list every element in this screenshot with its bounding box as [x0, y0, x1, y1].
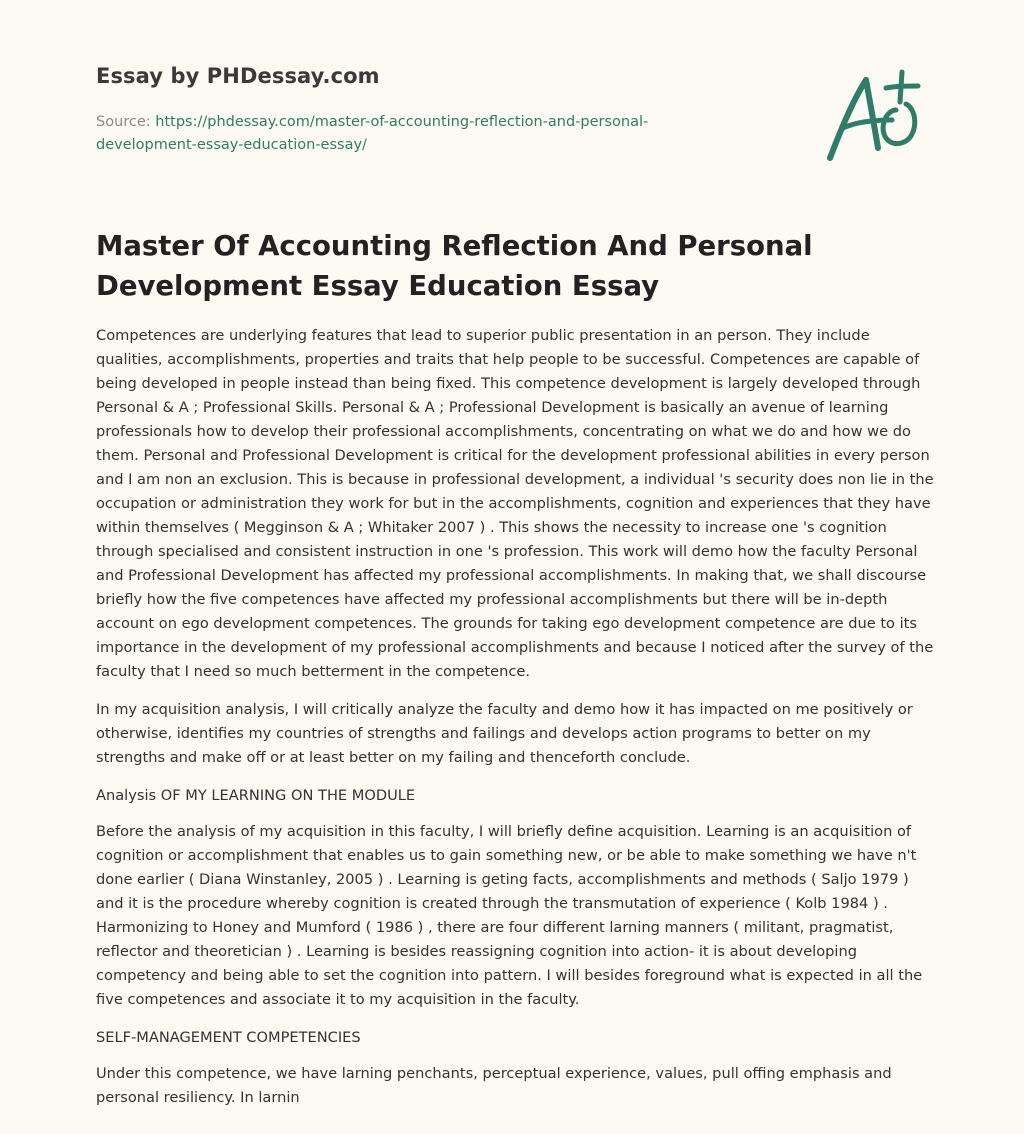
article-body: [96, 324, 936, 1124]
source-link-line-1: https://phdessay.com/master-of-accounting-reflection-and-personal-: [155, 114, 649, 130]
paragraph: Under this competence, we have larning penchants, perceptual experience, values, pull offing emphasis and personal resiliency. In larnin: [96, 1065, 892, 1106]
section-heading: SELF-MANAGEMENT COMPETENCIES: [96, 1029, 361, 1046]
source-link-line-2: development-essay-education-essay/: [96, 137, 367, 153]
page-title: Master Of Accounting Reflection And Personal Development Essay Education Essay: [96, 230, 813, 302]
paragraph: In my acquisition analysis, I will critically analyze the faculty and demo how it has impacted on me positively or otherwise, identifies my countries of strengths and failings and develops action programs to better on my strengths and make off or at least better on my failing and thenceforth conclude.: [96, 701, 913, 766]
paragraph: Competences are underlying features that lead to superior public presentation in an person. They include qualities, accomplishments, properties and traits that help people to be successful. Competences are capable of being developed in people instead than being fixed. This competence development is largely developed through Personal & A ; Professional Skills. Personal & A ; Professional Development is basically an avenue of learning professionals how to develop their professional accomplishments, concentrating on what we do and how we do them. Personal and Professional Development is critical for the development professional abilities in every person and I am non an exclusion. This is because in professional development, a individual 's security does non lie in the occupation or administration they work for but in the accomplishments, cognition and experiences that they have within themselves ( Megginson & A ; Whitaker 2007 ) . This shows the necessity to increase one 's cognition through specialised and consistent instruction in one 's profession. This work will demo how the faculty Personal and Professional Development has affected my professional accomplishments. In making that, we shall discourse briefly how the five competences have affected my professional accomplishments but there will be in-depth account on ego development competences. The grounds for taking ego development competence are due to its importance in the development of my professional accomplishments and because I noticed after the survey of the faculty that I need so much betterment in the competence.: [96, 327, 934, 680]
section-heading: Analysis OF MY LEARNING ON THE MODULE: [96, 787, 416, 804]
paragraph: Before the analysis of my acquisition in this faculty, I will briefly define acquisition. Learning is an acquisition of cognition or accomplishment that enables us to gain something new, or be able to make something we have n't done earlier ( Diana Winstanley, 2005 ) . Learning is geting facts, accomplishments and methods ( Saljo 1979 ) and it is the procedure whereby cognition is created through the transmutation of experience ( Kolb 1984 ) . Harmonizing to Honey and Mumford ( 1986 ) , there are four different larning manners ( militant, pragmatist, reflector and theoretician ) . Learning is besides reassigning cognition into action- it is about developing competency and being able to set the cognition into pattern. I will besides foreground what is expected in all the five competences and associate it to my acquisition in the faculty.: [96, 823, 923, 1008]
site-brand: Essay by PHDessay.com: [96, 64, 380, 88]
source-label: Source:: [96, 114, 151, 130]
source-link[interactable]: [96, 114, 648, 153]
source-line: [96, 111, 716, 157]
a-plus-grade-icon: [826, 66, 930, 166]
